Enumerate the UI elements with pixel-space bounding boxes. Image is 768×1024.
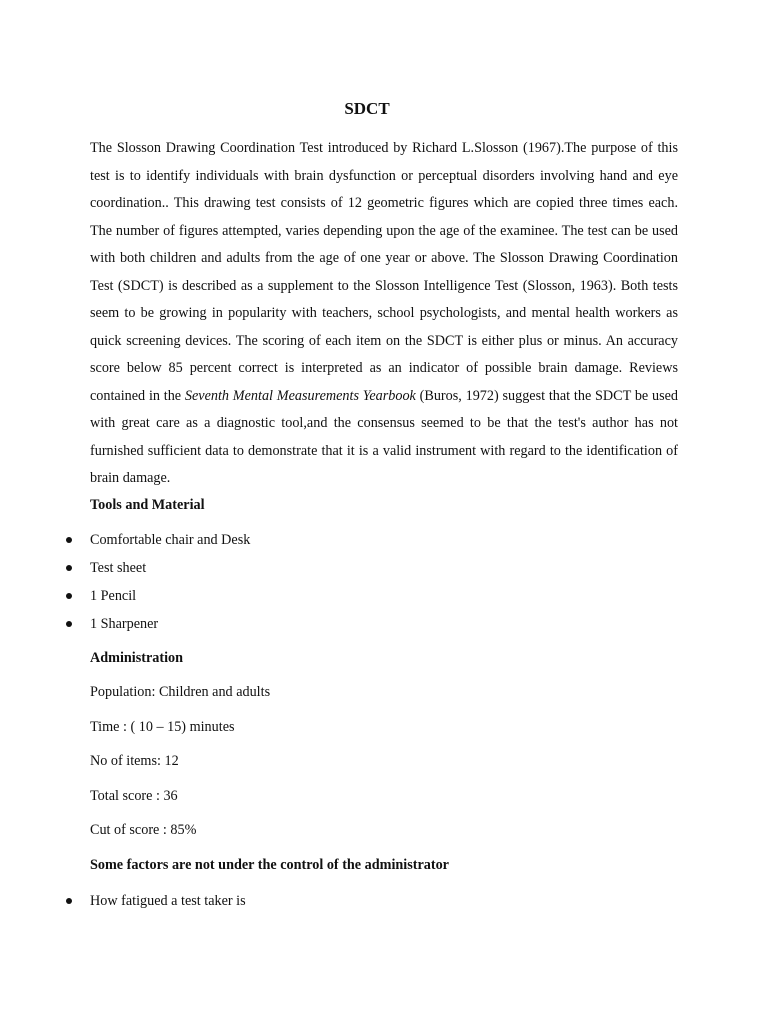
time-line: Time : ( 10 – 15) minutes: [90, 719, 235, 735]
tools-item: Comfortable chair and Desk: [90, 532, 251, 548]
tools-item: 1 Pencil: [90, 588, 137, 604]
bullet-icon: [66, 898, 72, 904]
item-count-line: No of items: 12: [90, 753, 179, 769]
bullet-icon: [66, 537, 72, 543]
total-score-line: Total score : 36: [90, 788, 178, 804]
administration-heading: Administration: [90, 650, 184, 666]
intro-italic-title: Seventh Mental Measurements Yearbook: [184, 387, 416, 404]
tools-item: Test sheet: [90, 560, 147, 576]
bullet-icon: [66, 593, 72, 599]
intro-text-end: (Buros, 1972) suggest that the SDCT be used with great care as a diagnostic tool,and the consensus seemed to be that the test's author has not furnished sufficient data to demonstrate that it is a valid instrument with regard to the identification of brain damage.: [90, 387, 679, 486]
document-title: SDCT: [344, 99, 390, 118]
tools-item: 1 Sharpener: [90, 616, 159, 632]
tools-heading: Tools and Material: [90, 497, 205, 513]
bullet-icon: [66, 565, 72, 571]
bullet-icon: [66, 621, 72, 627]
cutoff-score-line: Cut of score : 85%: [90, 822, 197, 838]
factors-heading: Some factors are not under the control of the administrator: [90, 857, 449, 873]
intro-paragraph: [90, 135, 678, 493]
intro-text-start: The Slosson Drawing Coordination Test introduced by Richard L.Slosson (1967).The purpose of this test is to identify individuals with brain dysfunction or perceptual disorders involving hand and eye coordination.. This drawing test consists of 12 geometric figures which are copied three times each. The number of figures attempted, varies depending upon the age of the examinee. The test can be used with both children and adults from the age of one year or above. The Slosson Drawing Coordination Test (SDCT) is described as a supplement to the Slosson Intelligence Test (Slosson, 1963). Both tests seem to be growing in popularity with teachers, school psychologists, and mental health workers as quick screening devices. The scoring of each item on the SDCT is either plus or minus. An accuracy score below 85 percent correct is interpreted as an indicator of possible brain damage. Reviews contained in the: [90, 140, 678, 404]
population-line: Population: Children and adults: [90, 684, 271, 700]
factors-item: How fatigued a test taker is: [90, 893, 246, 909]
